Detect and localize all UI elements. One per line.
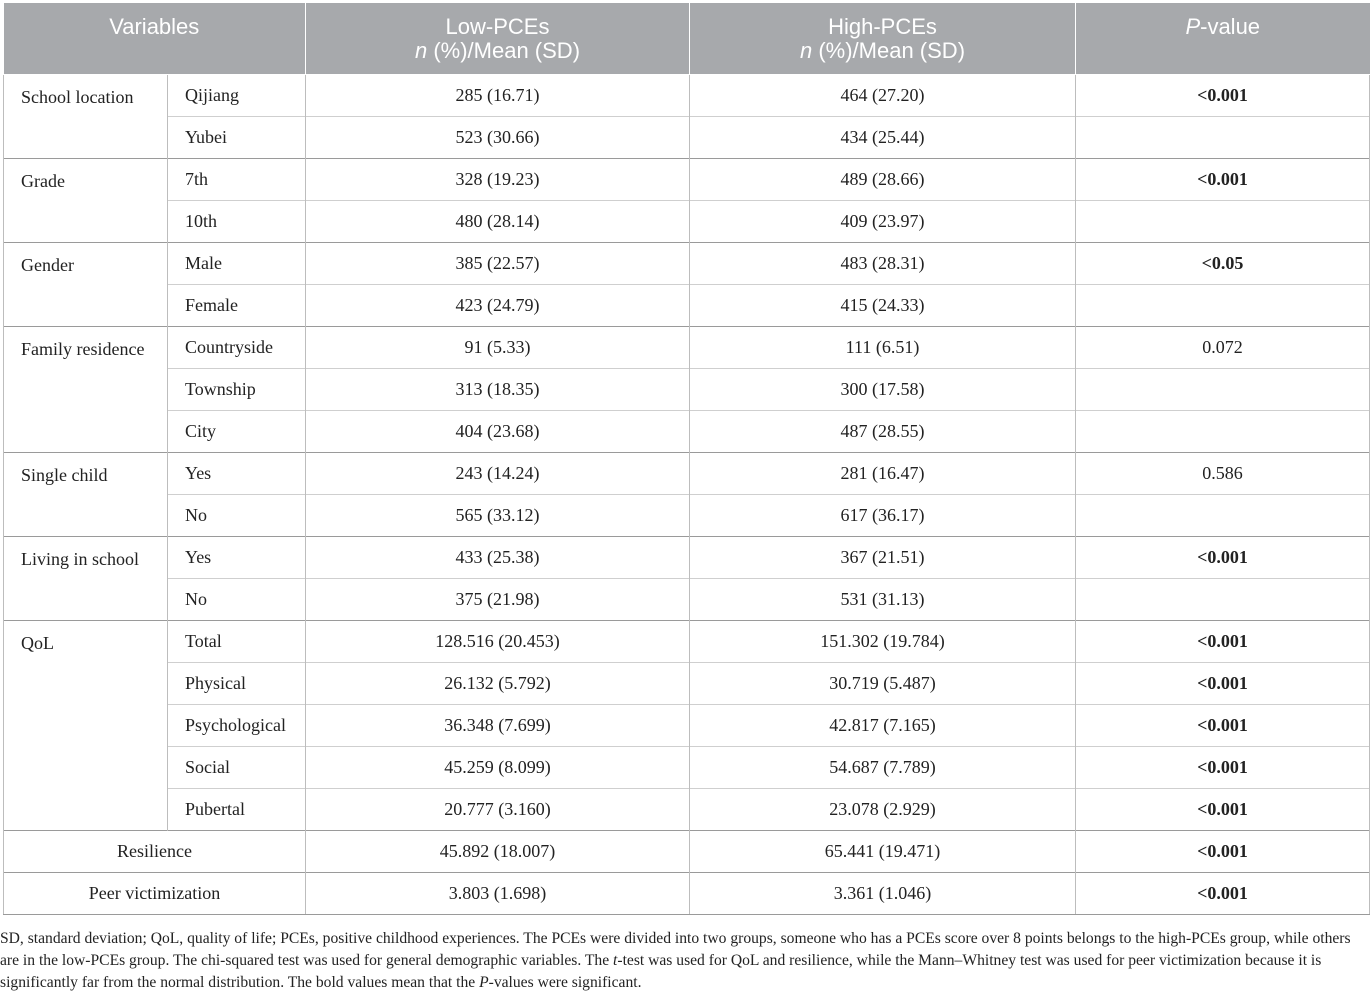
table-row [4,75,1370,117]
low-pces-value: 3.803 (1.698) [306,873,690,915]
variable-label: Gender [4,243,168,327]
low-pces-value: 45.259 (8.099) [306,747,690,789]
level-label: City [168,411,306,453]
high-pces-value: 489 (28.66) [690,159,1076,201]
p-value: <0.001 [1076,537,1370,579]
table-row [4,789,1370,831]
table-row [4,159,1370,201]
p-value: <0.001 [1076,789,1370,831]
header-high-pces [690,3,1076,75]
header-low-pces [306,3,690,75]
table-row [4,663,1370,705]
level-label: Pubertal [168,789,306,831]
p-value [1076,495,1370,537]
table-row [4,369,1370,411]
high-pces-value: 483 (28.31) [690,243,1076,285]
p-value: 0.586 [1076,453,1370,495]
table-body [4,75,1370,915]
high-pces-value: 111 (6.51) [690,327,1076,369]
p-value [1076,411,1370,453]
high-pces-value: 30.719 (5.487) [690,663,1076,705]
level-label: Female [168,285,306,327]
low-pces-value: 243 (14.24) [306,453,690,495]
level-label: No [168,579,306,621]
high-pces-value: 23.078 (2.929) [690,789,1076,831]
high-pces-value: 367 (21.51) [690,537,1076,579]
low-pces-value: 91 (5.33) [306,327,690,369]
low-pces-value: 523 (30.66) [306,117,690,159]
table-row [4,243,1370,285]
high-pces-value: 617 (36.17) [690,495,1076,537]
variable-label: School location [4,75,168,159]
header-variables: Variables [4,3,306,75]
variable-label: Grade [4,159,168,243]
low-pces-value: 404 (23.68) [306,411,690,453]
high-pces-value: 531 (31.13) [690,579,1076,621]
p-value: <0.001 [1076,831,1370,873]
footnote-text: SD, standard deviation; QoL, quality of life; PCEs, positive childhood experiences. The PCEs were divided into two groups, someone who has a PCEs score over 8 points belongs to the high-PCEs group, while others are in the low-PCEs group. The chi-squared test was used for general demographic variables. The t-test was used for QoL and resilience, while the Mann–Whitney test was used for peer victimization because it is significantly far from the normal distribution. The bold values mean that the P-values were significant. [0,930,1351,991]
table-row [4,621,1370,663]
low-pces-value: 313 (18.35) [306,369,690,411]
high-pces-value: 464 (27.20) [690,75,1076,117]
high-pces-value: 415 (24.33) [690,285,1076,327]
level-label: Qijiang [168,75,306,117]
p-value: <0.001 [1076,663,1370,705]
level-label: Male [168,243,306,285]
low-pces-value: 20.777 (3.160) [306,789,690,831]
level-label: Yes [168,537,306,579]
table-header [4,3,1370,75]
high-pces-value: 151.302 (19.784) [690,621,1076,663]
p-value: <0.001 [1076,705,1370,747]
level-label: Township [168,369,306,411]
high-pces-value: 65.441 (19.471) [690,831,1076,873]
p-value [1076,285,1370,327]
variable-label: Resilience [4,831,306,873]
table-row [4,201,1370,243]
high-pces-value: 281 (16.47) [690,453,1076,495]
high-pces-value: 54.687 (7.789) [690,747,1076,789]
low-pces-value: 36.348 (7.699) [306,705,690,747]
header-high-title: High-PCEs [828,14,937,39]
p-value [1076,369,1370,411]
table-row [4,831,1370,873]
table-row [4,453,1370,495]
high-pces-value: 487 (28.55) [690,411,1076,453]
table-row [4,327,1370,369]
p-value: <0.001 [1076,159,1370,201]
low-pces-value: 433 (25.38) [306,537,690,579]
low-pces-value: 375 (21.98) [306,579,690,621]
header-low-stat: n (%)/Mean (SD) [414,38,581,63]
p-value: <0.001 [1076,873,1370,915]
low-pces-value: 45.892 (18.007) [306,831,690,873]
high-pces-value: 409 (23.97) [690,201,1076,243]
table-row [4,411,1370,453]
demographics-table [3,3,1370,915]
low-pces-value: 480 (28.14) [306,201,690,243]
variable-label: Peer victimization [4,873,306,915]
level-label: Yubei [168,117,306,159]
header-low-title: Low-PCEs [445,14,550,39]
level-label: Countryside [168,327,306,369]
low-pces-value: 285 (16.71) [306,75,690,117]
level-label: 10th [168,201,306,243]
p-value [1076,201,1370,243]
p-value: <0.001 [1076,75,1370,117]
table-row [4,495,1370,537]
low-pces-value: 423 (24.79) [306,285,690,327]
high-pces-value: 42.817 (7.165) [690,705,1076,747]
p-value: <0.001 [1076,747,1370,789]
table-row [4,537,1370,579]
level-label: Yes [168,453,306,495]
level-label: Psychological [168,705,306,747]
low-pces-value: 328 (19.23) [306,159,690,201]
p-value: <0.05 [1076,243,1370,285]
table-row [4,705,1370,747]
variable-label: Living in school [4,537,168,621]
low-pces-value: 565 (33.12) [306,495,690,537]
table-footnote [0,928,1372,994]
low-pces-value: 128.516 (20.453) [306,621,690,663]
p-value: 0.072 [1076,327,1370,369]
table-row [4,747,1370,789]
p-value [1076,579,1370,621]
low-pces-value: 385 (22.57) [306,243,690,285]
high-pces-value: 3.361 (1.046) [690,873,1076,915]
low-pces-value: 26.132 (5.792) [306,663,690,705]
header-p-value: P-value [1076,3,1370,75]
level-label: 7th [168,159,306,201]
header-high-stat: n (%)/Mean (SD) [799,38,966,63]
high-pces-value: 434 (25.44) [690,117,1076,159]
table-row [4,285,1370,327]
variable-label: Single child [4,453,168,537]
table-row [4,117,1370,159]
table-row [4,873,1370,915]
level-label: Physical [168,663,306,705]
variable-label: QoL [4,621,168,831]
level-label: Social [168,747,306,789]
p-value: <0.001 [1076,621,1370,663]
level-label: Total [168,621,306,663]
p-value [1076,117,1370,159]
level-label: No [168,495,306,537]
table-row [4,579,1370,621]
high-pces-value: 300 (17.58) [690,369,1076,411]
variable-label: Family residence [4,327,168,453]
